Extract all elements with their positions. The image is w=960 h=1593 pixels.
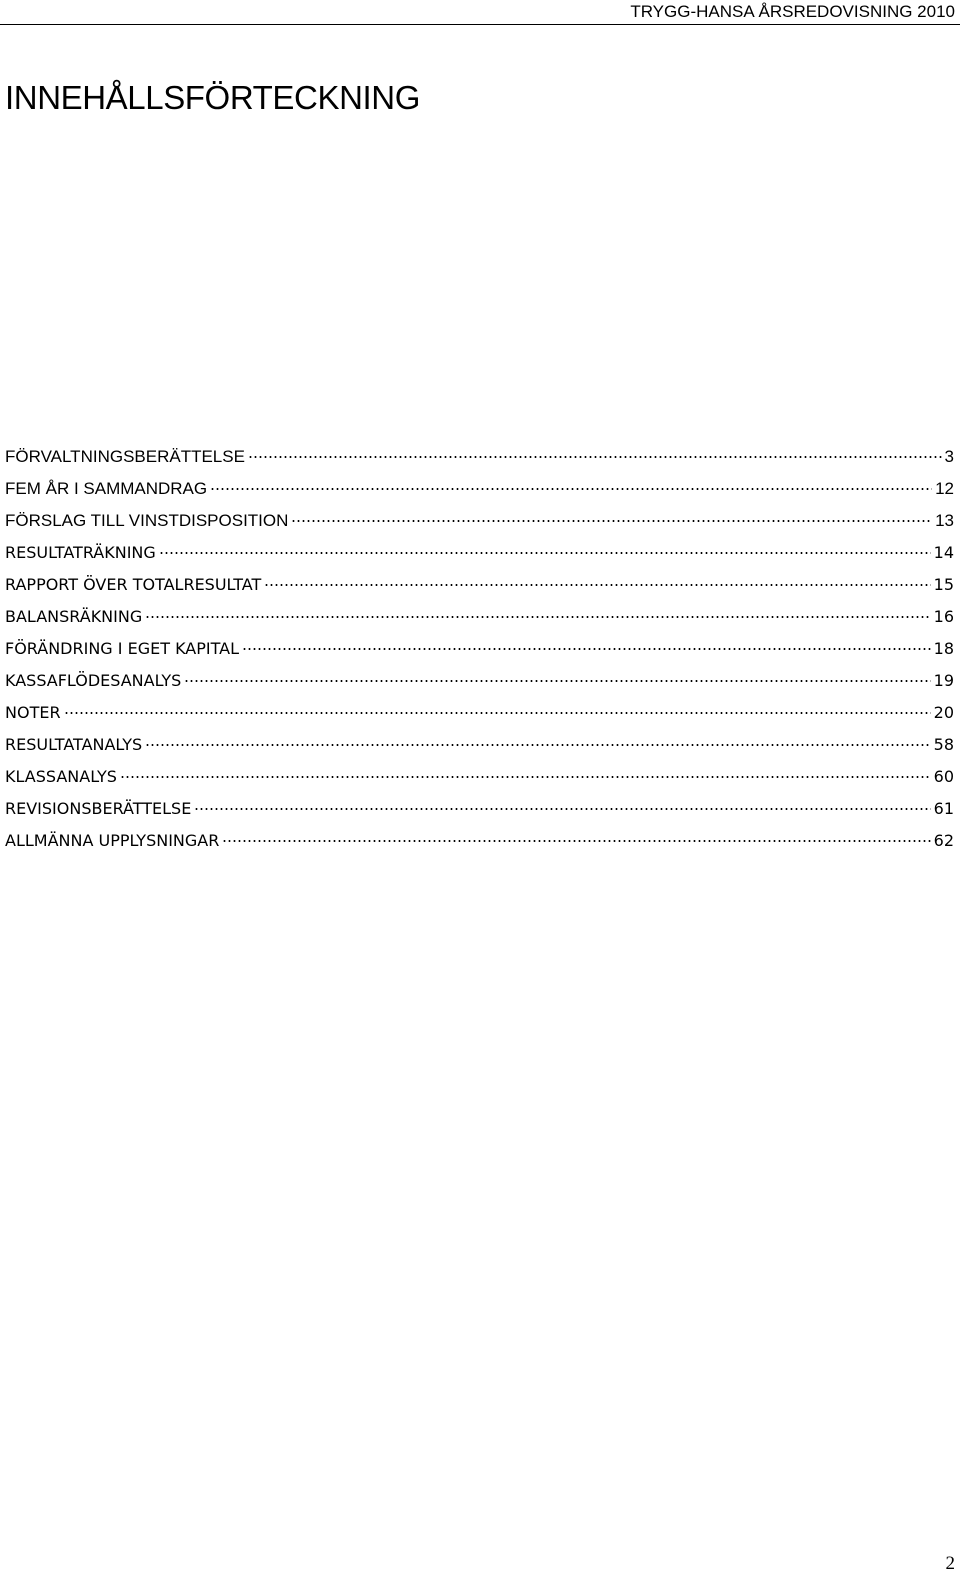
toc-dot-leader <box>210 472 932 494</box>
toc-entry-page: 12 <box>935 479 954 498</box>
toc-entry-resultatanalys[interactable] <box>5 728 954 760</box>
toc-entry-page: 13 <box>935 511 954 530</box>
toc-dot-leader <box>194 792 930 814</box>
toc-entry-label: NOTER <box>5 703 61 722</box>
toc-entry-kassaflodesanalys[interactable] <box>5 664 954 696</box>
toc-entry-label: FÖRSLAG TILL VINSTDISPOSITION <box>5 511 289 530</box>
toc-dot-leader <box>248 440 942 462</box>
table-of-contents <box>5 440 954 856</box>
toc-dot-leader <box>145 728 930 750</box>
toc-entry-rapport-over-totalresultat[interactable] <box>5 568 954 600</box>
page-title: INNEHÅLLSFÖRTECKNING <box>5 79 420 116</box>
toc-entry-page: 19 <box>933 671 954 690</box>
page-number: 2 <box>945 1553 955 1574</box>
toc-entry-noter[interactable] <box>5 696 954 728</box>
toc-entry-label: RESULTATRÄKNING <box>5 543 156 562</box>
toc-entry-forandring-i-eget-kapital[interactable] <box>5 632 954 664</box>
toc-entry-label: RAPPORT ÖVER TOTALRESULTAT <box>5 575 262 594</box>
toc-entry-page: 60 <box>933 767 954 786</box>
toc-dot-leader <box>184 664 930 686</box>
running-header <box>0 0 960 25</box>
toc-entry-page: 58 <box>933 735 954 754</box>
toc-dot-leader <box>222 824 930 846</box>
toc-entry-page: 18 <box>933 639 954 658</box>
toc-dot-leader <box>291 504 932 526</box>
running-header-title: TRYGG-HANSA ÅRSREDOVISNING 2010 <box>630 2 955 21</box>
toc-entry-forvaltningsberattelse[interactable] <box>5 440 954 472</box>
toc-entry-page: 14 <box>933 543 954 562</box>
toc-entry-label: FÖRÄNDRING I EGET KAPITAL <box>5 639 239 658</box>
toc-entry-label: KASSAFLÖDESANALYS <box>5 671 182 690</box>
toc-entry-page: 16 <box>933 607 954 626</box>
toc-entry-label: ALLMÄNNA UPPLYSNINGAR <box>5 831 220 850</box>
toc-dot-leader <box>145 600 930 622</box>
toc-entry-page: 62 <box>933 831 954 850</box>
toc-entry-balansrakning[interactable] <box>5 600 954 632</box>
toc-entry-revisionsberattelse[interactable] <box>5 792 954 824</box>
toc-entry-label: FEM ÅR I SAMMANDRAG <box>5 479 208 498</box>
toc-dot-leader <box>64 696 931 718</box>
toc-dot-leader <box>159 536 931 558</box>
toc-entry-fem-ar-i-sammandrag[interactable] <box>5 472 954 504</box>
toc-entry-page: 61 <box>933 799 954 818</box>
toc-entry-label: REVISIONSBERÄTTELSE <box>5 799 192 818</box>
toc-entry-label: KLASSANALYS <box>5 767 117 786</box>
toc-dot-leader <box>264 568 930 590</box>
toc-dot-leader <box>120 760 931 782</box>
toc-entry-resultatrakning[interactable] <box>5 536 954 568</box>
toc-entry-page: 20 <box>933 703 954 722</box>
toc-entry-forslag-till-vinstdisposition[interactable] <box>5 504 954 536</box>
toc-entry-allmanna-upplysningar[interactable] <box>5 824 954 856</box>
toc-entry-label: RESULTATANALYS <box>5 735 143 754</box>
toc-entry-page: 3 <box>944 447 954 466</box>
toc-entry-label: BALANSRÄKNING <box>5 607 143 626</box>
toc-entry-page: 15 <box>933 575 954 594</box>
toc-entry-klassanalys[interactable] <box>5 760 954 792</box>
toc-entry-label: FÖRVALTNINGSBERÄTTELSE <box>5 447 245 466</box>
toc-dot-leader <box>242 632 931 654</box>
